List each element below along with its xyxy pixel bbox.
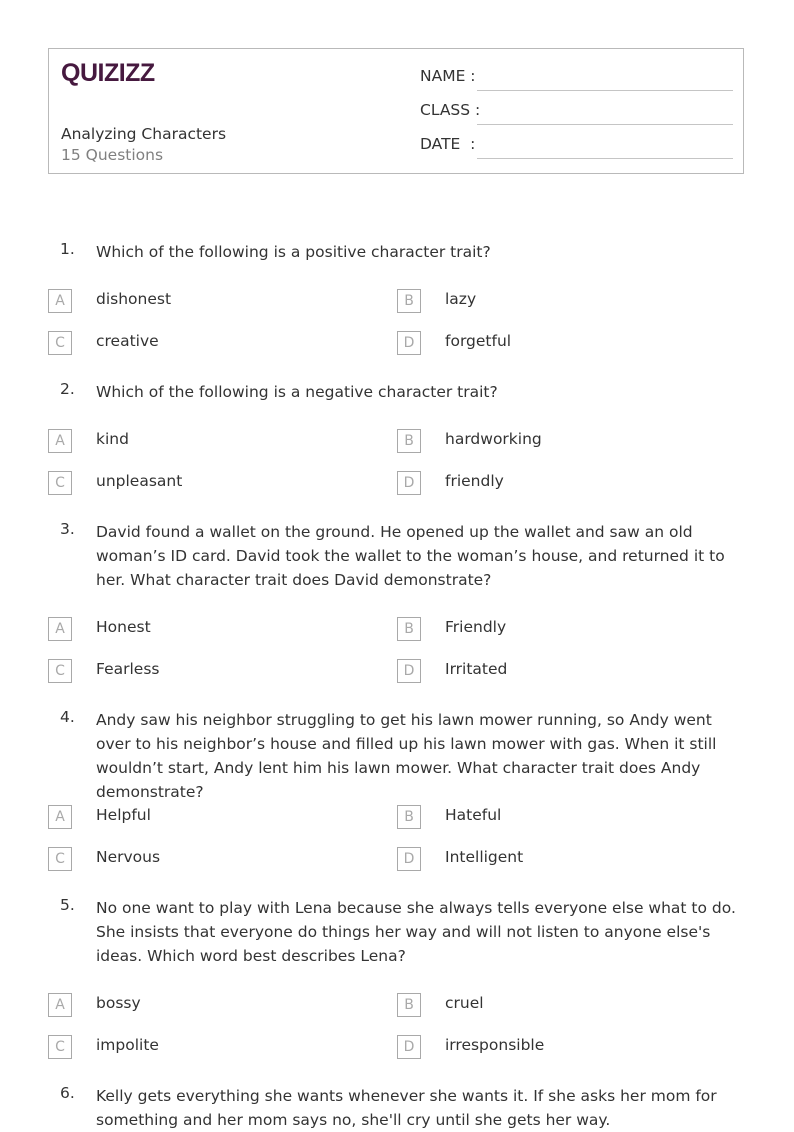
class-label: CLASS : [420,101,481,119]
option-text: bossy [96,994,141,1012]
option-letter-box: B [397,805,421,829]
option-text: cruel [445,994,484,1012]
date-line [477,158,733,159]
option-letter-box: B [397,289,421,313]
option-text: Helpful [96,806,151,824]
option-letter-box: D [397,331,421,355]
question-number: 6. [60,1084,75,1102]
quizizz-logo: QUIZIZZ [61,59,155,87]
option-text: Irritated [445,660,508,678]
option-letter-box: B [397,429,421,453]
option-text: lazy [445,290,477,308]
question-text: Kelly gets everything she wants whenever she wants it. If she asks her mom for something and her mom says no, she'll cry until she gets her way. [96,1087,717,1129]
option-text: hardworking [445,430,542,448]
option-letter-box: D [397,847,421,871]
option-letter-box: C [48,471,72,495]
option-letter-box: D [397,1035,421,1059]
question-number: 4. [60,708,75,726]
option-text: unpleasant [96,472,183,490]
question-number: 1. [60,240,75,258]
option-text: Hateful [445,806,502,824]
option-letter-box: B [397,993,421,1017]
question-number: 2. [60,380,75,398]
option-text: Intelligent [445,848,524,866]
option-text: dishonest [96,290,172,308]
question-text: David found a wallet on the ground. He opened up the wallet and saw an old woman’s ID card. David took the wallet to the woman’s house, and returned it to her. What character trait does David demonstrate? [96,523,725,589]
class-field[interactable] [420,101,733,125]
question-number: 5. [60,896,75,914]
option-letter-box: A [48,805,72,829]
option-text: creative [96,332,159,350]
option-text: kind [96,430,129,448]
question-text: Which of the following is a positive character trait? [96,243,491,261]
name-label: NAME : [420,67,476,85]
option-text: Nervous [96,848,161,866]
question-text: Andy saw his neighbor struggling to get his lawn mower running, so Andy went over to his neighbor’s house and filled up his lawn mower with gas. When it still wouldn’t start, Andy lent him his lawn mower. What character trait does Andy demonstrate? [96,711,717,801]
option-text: Fearless [96,660,160,678]
option-letter-box: A [48,617,72,641]
worksheet-header [48,48,744,174]
option-text: impolite [96,1036,159,1054]
option-text: irresponsible [445,1036,545,1054]
class-line [477,124,733,125]
worksheet-title: Analyzing Characters [61,125,227,143]
option-text: forgetful [445,332,512,350]
option-text: Honest [96,618,151,636]
question-text: Which of the following is a negative character trait? [96,383,498,401]
option-letter-box: D [397,659,421,683]
name-field[interactable] [420,67,733,91]
question-text: No one want to play with Lena because she always tells everyone else what to do. She insists that everyone do things her way and will not listen to anyone else's ideas. Which word best describes Lena? [96,899,736,965]
option-text: Friendly [445,618,507,636]
question-number: 3. [60,520,75,538]
option-letter-box: C [48,659,72,683]
option-letter-box: C [48,847,72,871]
option-letter-box: C [48,331,72,355]
option-letter-box: A [48,993,72,1017]
date-field[interactable] [420,135,733,159]
option-text: friendly [445,472,504,490]
question-count: 15 Questions [61,146,164,164]
option-letter-box: A [48,289,72,313]
option-letter-box: A [48,429,72,453]
option-letter-box: D [397,471,421,495]
option-letter-box: B [397,617,421,641]
option-letter-box: C [48,1035,72,1059]
name-line [477,90,733,91]
date-label: DATE : [420,135,476,153]
